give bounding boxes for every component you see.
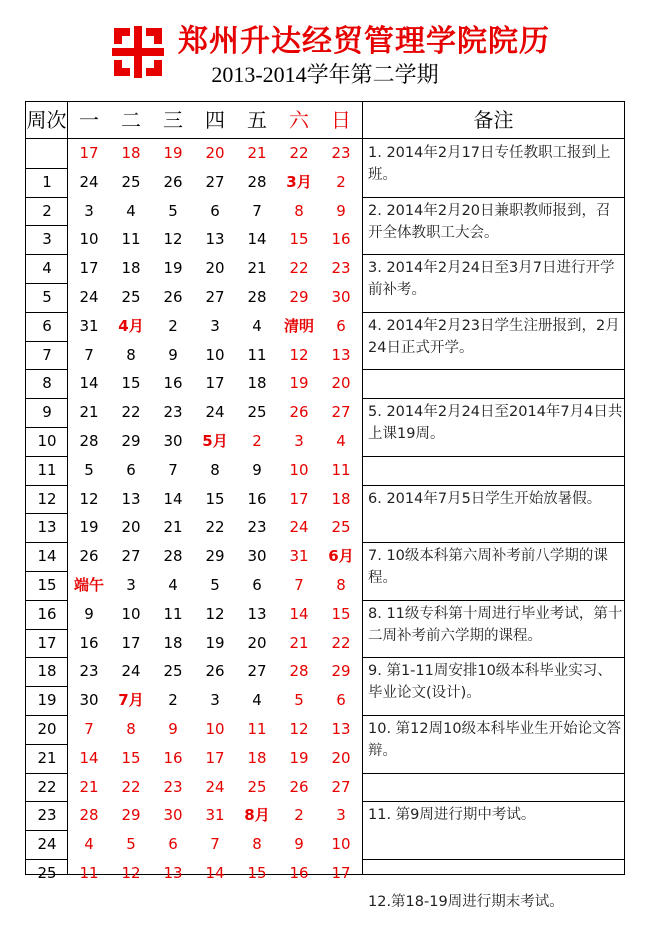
week-number: 25 <box>37 864 57 882</box>
day-cell: 11 <box>247 345 267 364</box>
week-number: 22 <box>37 777 57 796</box>
day-cell: 17 <box>289 489 309 508</box>
week-row-divider <box>26 715 68 716</box>
day-cell: 17 <box>205 374 225 393</box>
note-item <box>365 459 623 484</box>
day-cell: 3 <box>210 316 220 335</box>
day-cell: 25 <box>121 172 141 191</box>
weekday-header-fri: 五 <box>247 108 267 132</box>
day-cell: 22 <box>205 518 225 537</box>
day-cell: 27 <box>331 403 351 422</box>
day-cell: 28 <box>289 662 309 681</box>
day-cell: 7 <box>84 720 94 738</box>
day-cell: 29 <box>121 432 141 450</box>
note-item <box>365 862 623 887</box>
week-row-divider <box>26 398 68 399</box>
note-divider <box>363 254 624 255</box>
week-row-divider <box>26 629 68 630</box>
day-cell: 19 <box>205 633 225 652</box>
note-item: 9. 第1-11周安排10级本科毕业实习、毕业论文(设计)。 <box>368 663 612 702</box>
day-cell: 7 <box>168 460 178 479</box>
day-cell: 3 <box>84 201 94 220</box>
day-cell: 8月 <box>244 806 270 825</box>
week-row-divider <box>26 686 68 687</box>
day-cell: 27 <box>247 662 267 681</box>
day-cell: 13 <box>205 230 225 249</box>
day-cell: 9 <box>168 345 178 364</box>
day-cell: 25 <box>163 662 183 681</box>
day-cell: 4 <box>336 432 346 450</box>
day-cell: 4 <box>252 691 262 710</box>
day-cell: 4 <box>168 576 178 594</box>
day-cell: 5 <box>126 835 136 854</box>
week-number: 14 <box>37 547 57 566</box>
day-cell: 14 <box>79 374 99 393</box>
table-header-row <box>26 102 624 139</box>
day-cell: 14 <box>163 489 183 508</box>
day-cell: 23 <box>79 662 99 681</box>
day-cell: 21 <box>247 259 267 278</box>
note-item: 12.第18-19周进行期末考试。 <box>368 893 564 910</box>
day-cell: 28 <box>79 432 99 450</box>
note-divider <box>363 773 624 774</box>
week-number: 18 <box>37 662 57 681</box>
day-cell: 13 <box>247 604 267 623</box>
week-number: 7 <box>42 345 52 364</box>
day-cell: 5月 <box>202 432 228 450</box>
day-cell: 6 <box>210 201 220 220</box>
week-row-divider <box>26 369 68 370</box>
day-cell: 11 <box>163 604 183 623</box>
day-cell: 5 <box>84 460 94 479</box>
day-cell: 24 <box>79 172 99 191</box>
day-cell: 10 <box>205 720 225 738</box>
week-number: 9 <box>42 403 52 422</box>
week-row-divider <box>26 456 68 457</box>
day-cell: 16 <box>163 748 183 767</box>
day-cell: 20 <box>331 374 351 393</box>
weekday-header-mon: 一 <box>79 108 99 132</box>
day-cell: 17 <box>331 864 351 882</box>
week-number: 1 <box>42 172 52 191</box>
week-row-divider <box>26 427 68 428</box>
day-cell: 2 <box>336 172 346 191</box>
day-cell: 19 <box>163 259 183 278</box>
day-cell: 8 <box>252 835 262 854</box>
day-cell: 15 <box>331 604 351 623</box>
note-divider <box>363 657 624 658</box>
day-cell: 13 <box>121 489 141 508</box>
weekday-header-tue: 二 <box>121 108 141 132</box>
day-cell: 16 <box>247 489 267 508</box>
day-cell: 30 <box>163 432 183 450</box>
day-cell: 22 <box>121 777 141 796</box>
day-cell: 30 <box>163 806 183 825</box>
day-cell: 31 <box>289 547 309 566</box>
note-divider <box>363 197 624 198</box>
week-row-divider <box>26 341 68 342</box>
day-cell: 2 <box>252 432 262 450</box>
day-cell: 7 <box>210 835 220 854</box>
day-cell: 19 <box>289 748 309 767</box>
day-cell: 22 <box>121 403 141 422</box>
week-number: 15 <box>37 576 57 594</box>
day-cell: 8 <box>336 576 346 594</box>
day-cell: 24 <box>289 518 309 537</box>
day-cell: 31 <box>79 316 99 335</box>
note-item: 1. 2014年2月17日专任教职工报到上班。 <box>368 145 611 183</box>
week-number: 4 <box>42 259 52 278</box>
day-cell: 12 <box>289 720 309 738</box>
day-cell: 7 <box>252 201 262 220</box>
note-divider <box>363 801 624 802</box>
day-cell: 18 <box>121 259 141 278</box>
day-cell: 26 <box>205 662 225 681</box>
day-cell: 3 <box>126 576 136 594</box>
day-cell: 9 <box>336 201 346 220</box>
day-cell: 21 <box>247 144 267 162</box>
day-cell: 6 <box>336 316 346 335</box>
day-cell: 26 <box>289 403 309 422</box>
note-item: 5. 2014年2月24日至2014年7月4日共上课19周。 <box>368 404 623 443</box>
week-row-divider <box>26 312 68 313</box>
week-row-divider <box>26 485 68 486</box>
day-cell: 4 <box>84 835 94 854</box>
day-cell: 14 <box>79 748 99 767</box>
day-cell: 5 <box>210 576 220 594</box>
day-cell: 26 <box>163 288 183 306</box>
day-cell: 15 <box>205 489 225 508</box>
note-divider <box>363 312 624 313</box>
day-cell: 9 <box>294 835 304 854</box>
day-cell: 28 <box>247 172 267 191</box>
week-number: 6 <box>42 316 52 335</box>
day-cell: 17 <box>121 633 141 652</box>
week-row-divider <box>26 600 68 601</box>
week-row-divider <box>26 773 68 774</box>
calendar-table <box>25 101 625 910</box>
day-cell: 29 <box>121 806 141 825</box>
notes-column-divider <box>362 102 363 874</box>
week-number: 19 <box>37 691 57 710</box>
note-item: 6. 2014年7月5日学生开始放暑假。 <box>368 490 602 507</box>
day-cell: 24 <box>121 662 141 681</box>
day-cell: 24 <box>205 777 225 796</box>
day-cell: 15 <box>121 748 141 767</box>
day-cell: 13 <box>331 720 351 738</box>
day-cell: 6 <box>336 691 346 710</box>
day-cell: 27 <box>121 547 141 566</box>
day-cell: 23 <box>331 259 351 278</box>
day-cell: 23 <box>163 777 183 796</box>
week-row-divider <box>26 830 68 831</box>
day-cell: 31 <box>205 806 225 825</box>
day-cell: 6月 <box>328 547 354 566</box>
day-cell: 27 <box>205 172 225 191</box>
day-cell: 23 <box>247 518 267 537</box>
day-cell: 25 <box>247 777 267 796</box>
weekday-header-wed: 三 <box>163 108 183 132</box>
day-cell: 8 <box>210 460 220 479</box>
day-cell: 30 <box>79 691 99 710</box>
week-row-divider <box>26 283 68 284</box>
day-cell: 20 <box>331 748 351 767</box>
week-number: 11 <box>37 460 57 479</box>
week-number: 16 <box>37 604 57 623</box>
day-cell: 26 <box>163 172 183 191</box>
day-cell: 22 <box>331 633 351 652</box>
day-cell: 21 <box>79 403 99 422</box>
week-row-divider <box>26 859 68 860</box>
day-cell: 14 <box>205 864 225 882</box>
day-cell: 19 <box>163 144 183 162</box>
day-cell: 4 <box>252 316 262 335</box>
note-divider <box>363 369 624 370</box>
day-cell: 9 <box>168 720 178 738</box>
weekday-header-sat: 六 <box>289 108 309 132</box>
day-cell: 29 <box>331 662 351 681</box>
day-cell: 21 <box>79 777 99 796</box>
day-cell: 11 <box>121 230 141 249</box>
day-cell: 10 <box>289 460 309 479</box>
note-divider <box>363 485 624 486</box>
day-cell: 12 <box>205 604 225 623</box>
week-number <box>26 139 68 168</box>
day-cell: 21 <box>289 633 309 652</box>
day-cell: 25 <box>247 403 267 422</box>
day-cell: 7 <box>294 576 304 594</box>
day-cell: 13 <box>163 864 183 882</box>
note-item: 10. 第12周10级本科毕业生开始论文答辩。 <box>368 721 622 759</box>
day-cell: 17 <box>79 259 99 278</box>
day-cell: 4月 <box>118 316 144 335</box>
day-cell: 12 <box>79 489 99 508</box>
day-cell: 16 <box>163 374 183 393</box>
day-cell: 27 <box>205 288 225 306</box>
day-cell: 10 <box>205 345 225 364</box>
day-cell: 4 <box>126 201 136 220</box>
week-column-header: 周次 <box>26 102 68 138</box>
note-item: 7. 10级本科第六周补考前八学期的课程。 <box>368 548 608 587</box>
day-cell: 3 <box>294 432 304 450</box>
week-number: 21 <box>37 748 57 767</box>
day-cell: 19 <box>289 374 309 393</box>
note-item: 4. 2014年2月23日学生注册报到，2月24日正式开学。 <box>368 317 620 356</box>
day-cell: 16 <box>79 633 99 652</box>
day-cell: 14 <box>289 604 309 623</box>
term-title: 2013-2014学年第二学期 <box>211 62 439 87</box>
note-divider <box>363 398 624 399</box>
day-cell: 5 <box>168 201 178 220</box>
day-cell: 19 <box>79 518 99 537</box>
day-cell: 20 <box>205 144 225 162</box>
day-cell: 2 <box>168 316 178 335</box>
day-cell: 9 <box>84 604 94 623</box>
note-divider <box>363 542 624 543</box>
note-divider <box>363 600 624 601</box>
day-cell: 28 <box>79 806 99 825</box>
week-row-divider <box>26 542 68 543</box>
week-number: 17 <box>37 633 57 652</box>
school-name: 郑州升达经贸管理学院院历 <box>178 24 550 59</box>
week-row-divider <box>26 657 68 658</box>
week-row-divider <box>26 571 68 572</box>
day-cell: 14 <box>247 230 267 249</box>
day-cell: 10 <box>79 230 99 249</box>
day-cell: 15 <box>247 864 267 882</box>
day-cell: 24 <box>205 403 225 422</box>
day-cell: 2 <box>294 806 304 825</box>
day-cell: 8 <box>126 345 136 364</box>
day-cell: 2 <box>168 691 178 710</box>
day-cell: 24 <box>79 288 99 306</box>
day-cell: 27 <box>331 777 351 796</box>
week-row-divider <box>26 168 68 169</box>
week-number: 8 <box>42 374 52 393</box>
note-item <box>365 372 623 397</box>
week-row-divider <box>26 254 68 255</box>
week-number: 3 <box>42 230 52 249</box>
day-cell: 16 <box>289 864 309 882</box>
day-cell: 22 <box>289 259 309 278</box>
day-cell: 7 <box>84 345 94 364</box>
week-number: 5 <box>42 288 52 306</box>
week-row-divider <box>26 197 68 198</box>
day-cell: 30 <box>247 547 267 566</box>
note-divider <box>363 715 624 716</box>
day-cell: 9 <box>252 460 262 479</box>
day-cell: 25 <box>331 518 351 537</box>
day-cell: 11 <box>331 460 351 479</box>
calendar-header <box>0 0 650 100</box>
day-cell: 6 <box>168 835 178 854</box>
day-cell: 16 <box>331 230 351 249</box>
week-number: 10 <box>37 432 57 450</box>
week-number: 13 <box>37 518 57 537</box>
day-cell: 6 <box>126 460 136 479</box>
note-item: 11. 第9周进行期中考试。 <box>368 807 536 824</box>
day-cell: 15 <box>121 374 141 393</box>
day-cell: 11 <box>247 720 267 738</box>
day-cell: 29 <box>205 547 225 566</box>
week-number: 24 <box>37 835 57 854</box>
day-cell: 3月 <box>286 172 312 191</box>
day-cell: 22 <box>289 144 309 162</box>
day-cell: 12 <box>289 345 309 364</box>
week-row-divider <box>26 513 68 514</box>
day-cell: 23 <box>331 144 351 162</box>
day-cell: 13 <box>331 345 351 364</box>
week-number: 23 <box>37 806 57 825</box>
day-cell: 17 <box>205 748 225 767</box>
day-cell: 26 <box>79 547 99 566</box>
day-cell: 12 <box>163 230 183 249</box>
day-cell: 3 <box>336 806 346 825</box>
week-row-divider <box>26 744 68 745</box>
note-item: 8. 11级专科第十周进行毕业考试，第十二周补考前六学期的课程。 <box>368 605 623 644</box>
day-cell: 3 <box>210 691 220 710</box>
weekday-header-sun: 日 <box>331 108 351 132</box>
day-cell: 28 <box>247 288 267 306</box>
day-cell: 29 <box>289 288 309 306</box>
day-cell: 20 <box>121 518 141 537</box>
day-cell: 15 <box>289 230 309 249</box>
day-cell: 12 <box>121 864 141 882</box>
week-number: 20 <box>37 720 57 738</box>
weekday-header-thu: 四 <box>205 108 225 132</box>
day-cell: 20 <box>247 633 267 652</box>
note-divider <box>363 456 624 457</box>
note-item: 3. 2014年2月24日至3月7日进行开学前补考。 <box>368 260 615 299</box>
day-cell: 18 <box>247 374 267 393</box>
note-item: 2. 2014年2月20日兼职教师报到，召开全体教职工大会。 <box>368 202 611 241</box>
day-cell: 10 <box>331 835 351 854</box>
week-number: 12 <box>37 489 57 508</box>
day-cell: 20 <box>205 259 225 278</box>
note-divider <box>363 859 624 860</box>
day-cell: 30 <box>331 288 351 306</box>
day-cell: 18 <box>247 748 267 767</box>
day-cell: 7月 <box>118 691 144 710</box>
week-row-divider <box>26 801 68 802</box>
day-cell: 8 <box>126 720 136 738</box>
day-cell: 25 <box>121 288 141 306</box>
day-cell: 17 <box>79 144 99 162</box>
day-cell: 10 <box>121 604 141 623</box>
day-cell: 清明 <box>283 316 314 335</box>
day-cell: 5 <box>294 691 304 710</box>
day-cell: 21 <box>163 518 183 537</box>
week-number: 2 <box>42 201 52 220</box>
week-row-divider <box>26 225 68 226</box>
day-cell: 18 <box>331 489 351 508</box>
day-cell: 18 <box>163 633 183 652</box>
note-item <box>365 776 623 801</box>
day-cell: 8 <box>294 201 304 220</box>
day-cell: 11 <box>79 864 99 882</box>
day-cell: 26 <box>289 777 309 796</box>
notes-column-header: 备注 <box>473 108 514 132</box>
day-cell: 18 <box>121 144 141 162</box>
day-cell: 23 <box>163 403 183 422</box>
day-cell: 28 <box>163 547 183 566</box>
day-cell: 端午 <box>73 576 104 594</box>
day-cell: 6 <box>252 576 262 594</box>
